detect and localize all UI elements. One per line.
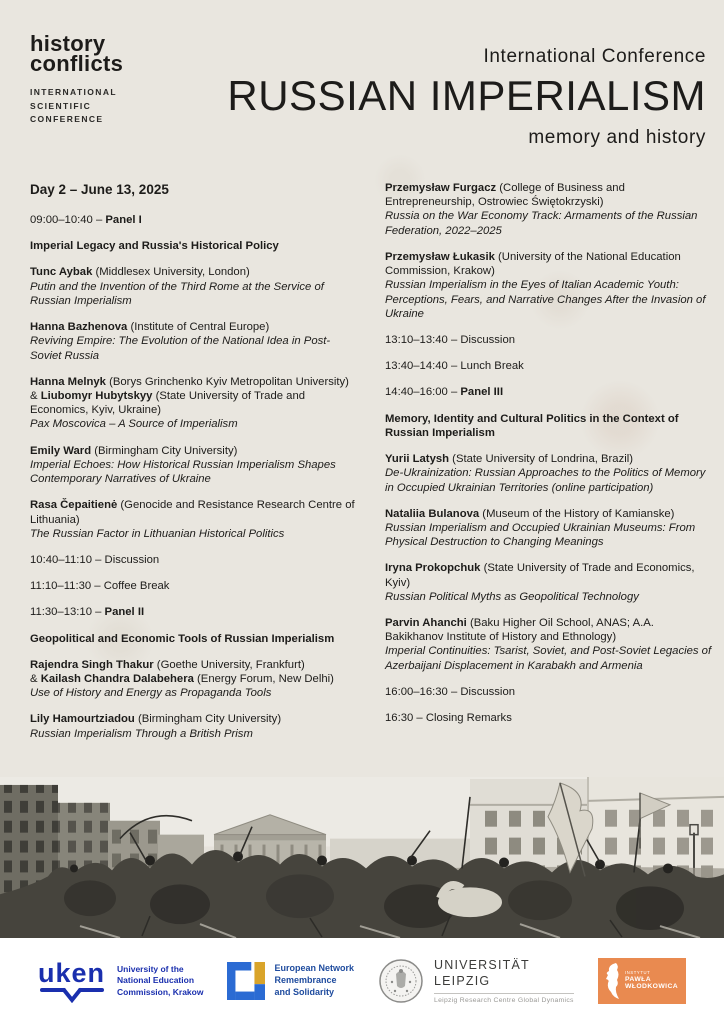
talk-speakers: Przemysław Furgacz (College of Business and Entrepreneurship, Ostrowiec Świętokrzyski) — [385, 182, 625, 209]
talk-title: The Russian Factor in Lithuanian Historical Politics — [30, 527, 285, 540]
slot-label: Panel I — [105, 214, 142, 226]
talk-entry — [385, 181, 715, 238]
leipzig-subtitle: Leipzig Research Centre Global Dynamics — [433, 997, 574, 1005]
uken-caption-line: National Education — [117, 975, 195, 986]
slot-time: 14:40–16:00 – — [385, 386, 461, 399]
speaker-name: Lily Hamourtziadou — [30, 713, 135, 726]
brand-subtitle-line: SCIENTIFIC — [30, 100, 92, 111]
talk-entry — [30, 375, 360, 432]
slot-time: 10:40–11:10 – — [30, 553, 105, 566]
talk-entry — [30, 712, 360, 740]
slot-label: Coffee Break — [103, 580, 170, 593]
engraving-svg — [0, 777, 724, 938]
uken-caption — [117, 964, 203, 997]
uken-caption-line: University of the — [117, 964, 184, 975]
talk-entry — [385, 561, 715, 604]
page-title: RUSSIAN IMPERIALISM — [227, 72, 706, 119]
history-conflicts-logo — [30, 31, 124, 126]
slot-time: 16:30 – — [385, 712, 426, 725]
speaker-name: Emily Ward — [30, 444, 92, 457]
enrs-caption-line: and Solidarity — [274, 986, 334, 997]
footer-logo-bar — [0, 938, 724, 1024]
uken-logo — [38, 957, 204, 1003]
brand-word-line2: conflicts — [30, 51, 124, 77]
slot-label: Panel III — [460, 386, 504, 399]
talk-speakers: Tunc Aybak (Middlesex University, London) — [30, 266, 250, 279]
wlodkowic-institute-logo — [598, 958, 686, 1004]
section-title: Memory, Identity and Cultural Politics in the Context of Russian Imperialism — [385, 412, 679, 439]
speaker-name: Hanna Melnyk — [30, 375, 106, 388]
talk-entry — [385, 452, 715, 495]
talk-speakers: Parvin Ahanchi (Baku Higher Oil School, ANAS; A.A. Bakikhanov Institute of History and Ethnology) — [385, 617, 654, 644]
slot-time: 11:30–13:10 – — [30, 606, 105, 619]
talk-title: Imperial Echoes: How Historical Russian Imperialism Shapes Contemporary Narratives of Ukraine — [30, 458, 336, 486]
talk-title: Russia on the War Economy Track: Armaments of the Russian Federation, 2022–2025 — [385, 210, 698, 237]
speaker-name: Kailash Chandra Dalabehera — [40, 673, 194, 686]
talk-entry — [30, 498, 360, 541]
leipzig-name — [434, 958, 574, 989]
speaker-name: Tunc Aybak — [30, 266, 93, 279]
speaker-name: Rajendra Singh Thakur — [30, 658, 154, 671]
slot-time: 09:00–10:40 – — [30, 214, 106, 226]
talk-speakers: Nataliia Bulanova (Museum of the History of Kamianske) — [385, 507, 675, 520]
talk-title: Imperial Continuities: Tsarist, Soviet, and Post-Soviet Legacies of Azerbaijani Displacement in Karabakh and Armenia — [385, 645, 712, 672]
talk-speakers: Iryna Prokopchuk (State University of Trade and Economics, Kyiv) — [385, 562, 695, 589]
talk-title: Pax Moscovica – A Source of Imperialism — [30, 418, 238, 431]
speaker-name: Rasa Čepaitienė — [30, 499, 118, 512]
uken-underline-icon — [40, 987, 104, 1003]
brand-subtitle — [30, 86, 123, 126]
speaker-name: Parvin Ahanchi — [385, 617, 467, 630]
speaker-name: Przemysław Łukasik — [385, 250, 495, 263]
talk-speakers: Lily Hamourtziadou (Birmingham City University) — [30, 713, 282, 726]
speaker-name: Nataliia Bulanova — [385, 507, 480, 520]
talk-speakers: Yurii Latysh (State University of Londrina, Brazil) — [385, 453, 634, 466]
enrs-square-icon — [227, 962, 265, 1000]
section-title: Imperial Legacy and Russia's Historical Policy — [30, 240, 279, 253]
face-profile-icon — [603, 962, 621, 1000]
leipzig-name-line: UNIVERSITÄT — [433, 957, 530, 972]
leipzig-caption — [434, 958, 574, 1004]
talk-speakers: Rasa Čepaitienė (Genocide and Resistance Research Centre of Lithuania) — [30, 499, 355, 526]
wlodkowic-caption-line: WŁODKOWICA — [624, 983, 679, 991]
masthead — [227, 46, 706, 149]
slot-time: 13:40–14:40 – — [385, 360, 461, 373]
brand-word-line1: history — [30, 31, 106, 56]
talk-title: Use of History and Energy as Propaganda Tools — [30, 687, 272, 700]
talk-title: Putin and the Invention of the Third Rome at the Service of Russian Imperialism — [30, 280, 324, 307]
enrs-caption-line: European Network — [274, 963, 354, 974]
talk-entry — [30, 265, 360, 308]
wlodkowic-caption-line: INSTYTUT — [624, 969, 651, 975]
talk-entry — [385, 507, 715, 550]
historical-engraving-illustration — [0, 777, 724, 938]
leipzig-logo — [378, 958, 574, 1004]
uken-wordmark — [38, 957, 106, 1003]
slot-time: 16:00–16:30 – — [385, 685, 461, 698]
talk-title: Russian Political Myths as Geopolitical Technology — [385, 590, 639, 603]
talk-entry — [30, 320, 360, 363]
schedule-slot — [30, 579, 360, 593]
speaker-name: Liubomyr Hubytskyy — [40, 389, 153, 402]
talk-speakers: Przemysław Łukasik (University of the National Education Commission, Krakow) — [385, 250, 681, 278]
slot-time: 11:10–11:30 – — [30, 580, 104, 593]
uken-caption-line: Commission, Krakow — [117, 986, 204, 997]
leipzig-divider — [434, 993, 574, 994]
schedule-slot — [385, 711, 715, 725]
speaker-name: Iryna Prokopchuk — [385, 562, 481, 575]
talk-title: Russian Imperialism in the Eyes of Italian Academic Youth: Perceptions, Fears, and Narrative Changes After the Invasion of Ukraine — [385, 279, 706, 320]
talk-entry — [385, 616, 715, 673]
schedule-slot — [385, 333, 715, 347]
schedule-slot — [30, 605, 360, 619]
speaker-name: Yurii Latysh — [385, 453, 450, 466]
talk-entry — [30, 444, 360, 487]
program-right-column — [385, 181, 715, 753]
slot-label: Closing Remarks — [425, 712, 512, 725]
schedule-slot — [385, 359, 715, 373]
day-heading: Day 2 – June 13, 2025 — [30, 182, 169, 197]
speaker-name: Hanna Bazhenova — [30, 321, 128, 334]
slot-label: Lunch Break — [460, 360, 524, 373]
conference-subtitle: memory and history — [528, 127, 706, 148]
section-title: Geopolitical and Economic Tools of Russian Imperialism — [30, 632, 335, 645]
brand-subtitle-line: INTERNATIONAL — [30, 87, 117, 98]
enrs-caption — [274, 963, 354, 999]
talk-speakers: Emily Ward (Birmingham City University) — [30, 444, 238, 457]
schedule-slot — [30, 553, 360, 567]
uken-word: uken — [38, 957, 106, 988]
schedule-slot — [385, 385, 715, 399]
conference-kicker: International Conference — [483, 46, 706, 67]
slot-label: Discussion — [460, 685, 516, 698]
talk-title: Russian Imperialism Through a British Prism — [30, 727, 253, 740]
talk-entry — [30, 658, 360, 701]
talk-speakers: Hanna Bazhenova (Institute of Central Europe) — [30, 321, 270, 334]
talk-title: Russian Imperialism and Occupied Ukrainian Museums: From Physical Destruction to Changing Meanings — [385, 521, 696, 549]
wlodkowic-caption-line: PAWŁA — [624, 975, 652, 983]
brand-wordmark — [30, 31, 124, 77]
slot-label: Discussion — [104, 553, 160, 566]
wlodkowic-caption — [625, 971, 678, 991]
brand-subtitle-line: CONFERENCE — [30, 113, 104, 124]
schedule-slot — [30, 213, 360, 227]
schedule-slot — [385, 685, 715, 699]
talk-speakers: Hanna Melnyk (Borys Grinchenko Kyiv Metropolitan University) & Liubomyr Hubytskyy (State University of Trade and Economics, Kyiv, Ukraine) — [30, 375, 349, 417]
talk-entry — [385, 250, 715, 321]
leipzig-seal-icon — [378, 958, 424, 1004]
enrs-logo — [227, 962, 354, 1000]
slot-time: 13:10–13:40 – — [385, 333, 461, 346]
talk-speakers: Rajendra Singh Thakur (Goethe University, Frankfurt) & Kailash Chandra Dalabehera (Energy Forum, New Delhi) — [30, 658, 334, 686]
talk-title: Reviving Empire: The Evolution of the National Idea in Post-Soviet Russia — [30, 335, 331, 362]
talk-title: De-Ukrainization: Russian Approaches to the Politics of Memory in Occupied Ukrainian Territories (online participation) — [385, 467, 706, 494]
slot-label: Discussion — [460, 333, 516, 346]
leipzig-name-line: LEIPZIG — [433, 973, 491, 988]
speaker-name: Przemysław Furgacz — [385, 182, 497, 194]
program-left-column — [30, 181, 360, 753]
slot-label: Panel II — [104, 606, 145, 619]
program — [30, 181, 716, 753]
enrs-caption-line: Remembrance — [274, 975, 337, 986]
